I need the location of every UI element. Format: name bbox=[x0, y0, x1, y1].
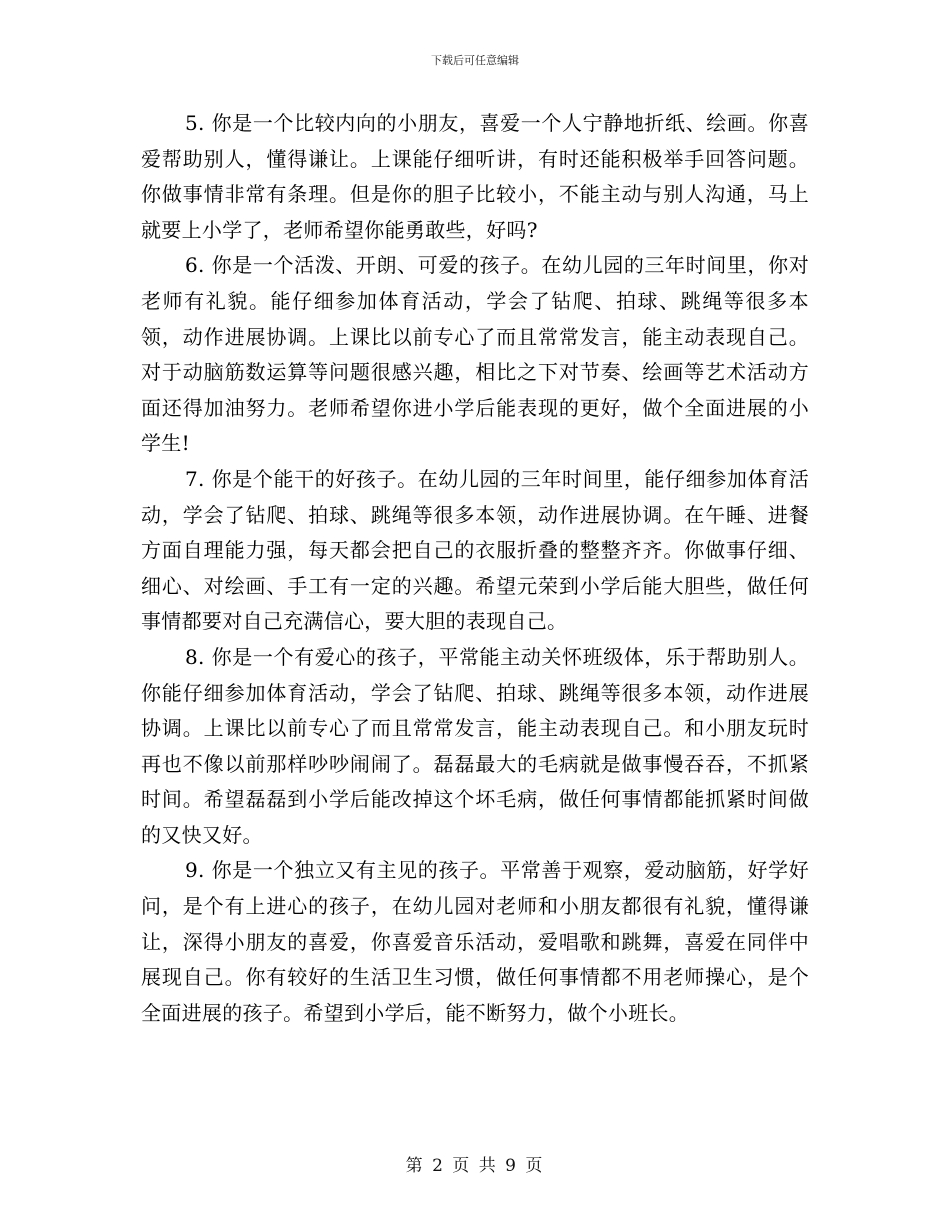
paragraph-item-8: 8. 你是一个有爱心的孩子，平常能主动关怀班级体，乐于帮助别人。你能仔细参加体育活动，学会了钻爬、拍球、跳绳等很多本领，动作进展协调。上课比以前专心了而且常常发言，能主动表现自己。和小朋友玩时再也不像以前那样吵吵闹闹了。磊磊最大的毛病就是做事慢吞吞，不抓紧时间。希望磊磊到小学后能改掉这个坏毛病，做任何事情都能抓紧时间做的又快又好。 bbox=[141, 644, 809, 847]
document-body bbox=[141, 106, 809, 1031]
paragraph-item-7: 7. 你是个能干的好孩子。在幼儿园的三年时间里，能仔细参加体育活动，学会了钻爬、拍球、跳绳等很多本领，动作进展协调。在午睡、进餐方面自理能力强，每天都会把自己的衣服折叠的整整齐齐。你做事仔细、细心、对绘画、手工有一定的兴趣。希望元荣到小学后能大胆些，做任何事情都要对自己充满信心，要大胆的表现自己。 bbox=[141, 466, 809, 634]
paragraph-item-5: 5. 你是一个比较内向的小朋友，喜爱一个人宁静地折纸、绘画。你喜爱帮助别人，懂得谦让。上课能仔细听讲，有时还能积极举手回答问题。你做事情非常有条理。但是你的胆子比较小，不能主动与别人沟通，马上就要上小学了，老师希望你能勇敢些，好吗? bbox=[141, 111, 809, 242]
page-header: 下载后可任意编辑 bbox=[431, 54, 519, 67]
page-footer: 第 2 页 共 9 页 bbox=[405, 1156, 545, 1176]
paragraph-item-6: 6. 你是一个活泼、开朗、可爱的孩子。在幼儿园的三年时间里，你对老师有礼貌。能仔细参加体育活动，学会了钻爬、拍球、跳绳等很多本领，动作进展协调。上课比以前专心了而且常常发言，能主动表现自己。对于动脑筋数运算等问题很感兴趣，相比之下对节奏、绘画等艺术活动方面还得加油努力。老师希望你进小学后能表现的更好，做个全面进展的小学生! bbox=[141, 253, 809, 456]
paragraph-item-9: 9. 你是一个独立又有主见的孩子。平常善于观察，爱动脑筋，好学好问，是个有上进心的孩子，在幼儿园对老师和小朋友都很有礼貌，懂得谦让，深得小朋友的喜爱，你喜爱音乐活动，爱唱歌和跳舞，喜爱在同伴中展现自己。你有较好的生活卫生习惯，做任何事情都不用老师操心，是个全面进展的孩子。希望到小学后，能不断努力，做个小班长。 bbox=[141, 858, 809, 1025]
